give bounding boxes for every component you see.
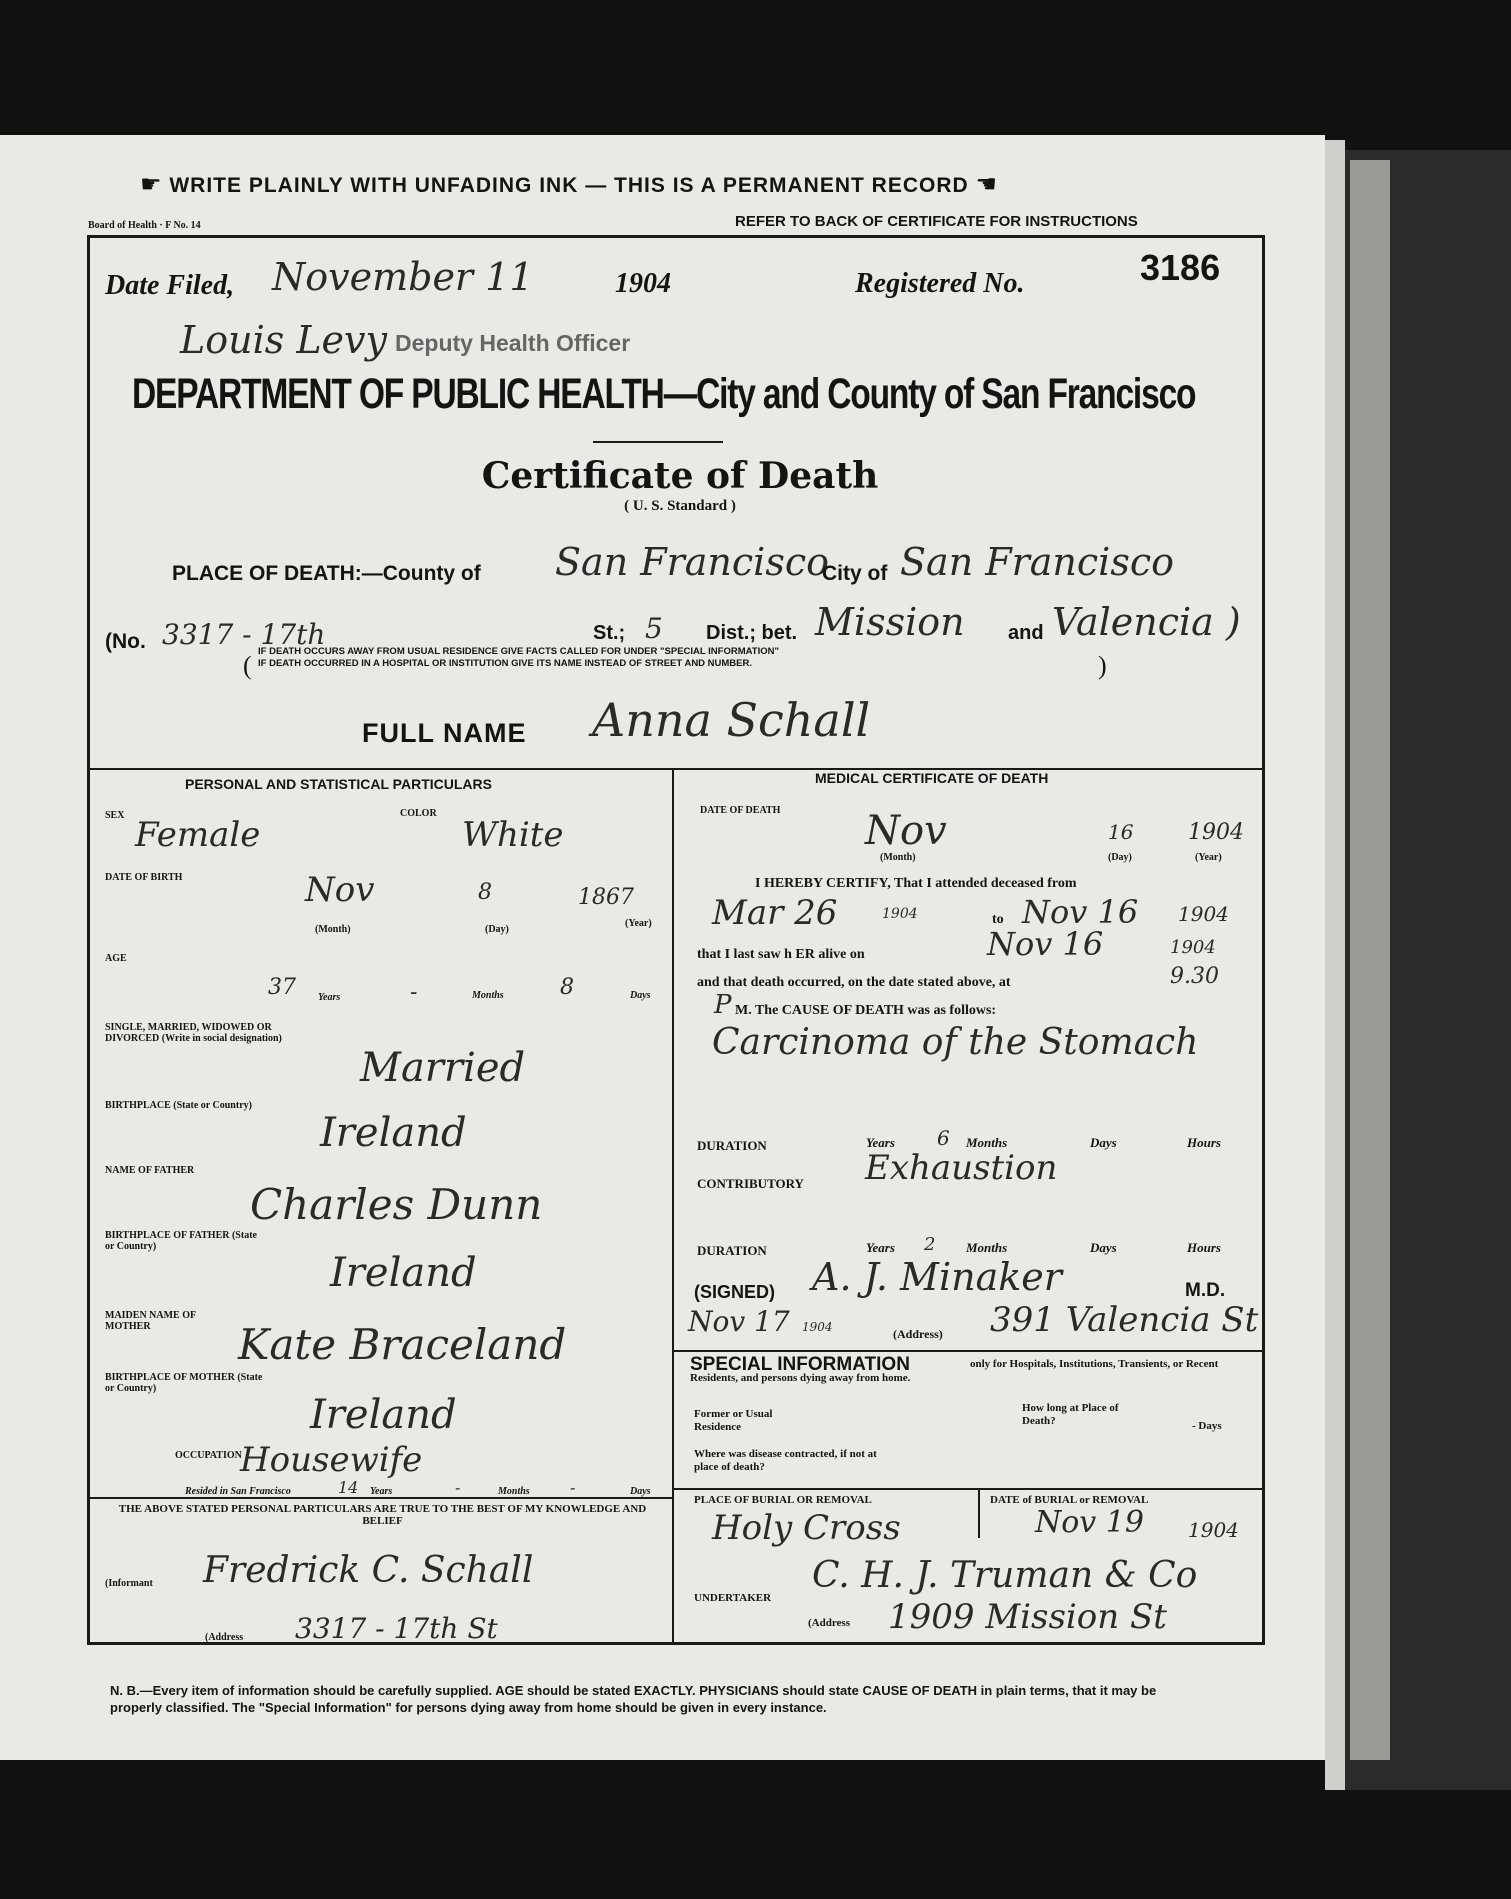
department-title: DEPARTMENT OF PUBLIC HEALTH—City and County of San Francisco (132, 370, 1196, 418)
age-months: - (410, 980, 418, 1005)
signed-label: (SIGNED) (694, 1282, 775, 1302)
informant-label: (Informant (105, 1578, 153, 1589)
former-residence-label: Former or Usual Residence (694, 1408, 773, 1433)
st-label: St.; (593, 622, 626, 644)
resided-days-caption: Days (630, 1486, 651, 1497)
refer-note: REFER TO BACK OF CERTIFICATE FOR INSTRUCTIONS (735, 213, 1138, 230)
duration-hours-caption: Hours (1187, 1135, 1221, 1150)
color-value: White (462, 815, 564, 855)
dist-label: Dist.; bet. (706, 622, 798, 644)
dob-month-caption: (Month) (315, 924, 351, 935)
title-rule (593, 441, 723, 443)
county-value: San Francisco (555, 540, 829, 584)
note-bracket-close: ) (1098, 651, 1107, 680)
dob-day-caption: (Day) (485, 924, 509, 935)
section-divider (90, 768, 1262, 770)
how-long-days-label: - Days (1192, 1420, 1222, 1432)
occupation-value: Housewife (240, 1440, 423, 1480)
mother-name-value: Kate Braceland (238, 1320, 567, 1369)
mother-birthplace-label: BIRTHPLACE OF MOTHER (State or Country) (105, 1372, 263, 1394)
place-of-death-label: PLACE OF DEATH:—County of (172, 562, 481, 585)
age-days: 8 (560, 975, 574, 1000)
mother-birthplace-value: Ireland (310, 1392, 457, 1438)
burial-date-label: DATE of BURIAL or REMOVAL (990, 1494, 1149, 1506)
last-saw-date: Nov 16 (987, 925, 1104, 963)
physician-address-label: (Address) (893, 1327, 943, 1341)
binder-strip (1350, 160, 1390, 1760)
contributory-value: Exhaustion (865, 1148, 1058, 1188)
burial-place-value: Holy Cross (712, 1508, 901, 1548)
personal-heading: PERSONAL AND STATISTICAL PARTICULARS (185, 776, 492, 792)
father-birthplace-label: BIRTHPLACE OF FATHER (State or Country) (105, 1230, 257, 1252)
informant-divider (90, 1497, 674, 1499)
date-of-death-label: DATE OF DEATH (700, 805, 781, 816)
duration2-label: DURATION (697, 1243, 767, 1258)
contributory-label: CONTRIBUTORY (697, 1176, 804, 1191)
officer-signature: Louis Levy (180, 318, 387, 362)
sex-value: Female (135, 815, 261, 855)
duration2-months-value: 2 (924, 1234, 936, 1255)
st-value: 5 (645, 612, 663, 645)
dob-year-caption: (Year) (625, 918, 652, 929)
physician-address-value: 391 Valencia St (990, 1300, 1259, 1340)
duration2-years-caption: Years (866, 1240, 895, 1255)
age-years: 37 (268, 975, 296, 1000)
duration-days-caption: Days (1090, 1135, 1117, 1150)
death-day: 16 (1108, 820, 1134, 844)
officer-title: Deputy Health Officer (395, 330, 631, 356)
dob-label: DATE OF BIRTH (105, 872, 183, 883)
certify-text: I HEREBY CERTIFY, That I attended deceased from (755, 876, 1077, 891)
age-months-caption: Months (472, 990, 504, 1001)
age-label: AGE (105, 953, 127, 964)
death-month: Nov (865, 808, 947, 854)
burial-column-divider (978, 1488, 980, 1538)
resided-days: - (570, 1478, 576, 1497)
birthplace-value: Ireland (320, 1110, 467, 1156)
hospital-note: IF DEATH OCCURRED IN A HOSPITAL OR INSTITUTION GIVE ITS NAME INSTEAD OF STREET AND NUMBER. (258, 658, 753, 669)
occupation-label: OCCUPATION (175, 1450, 242, 1461)
cause-label: M. The CAUSE OF DEATH was as follows: (735, 1003, 997, 1018)
informant-address-label: (Address (205, 1632, 244, 1643)
attended-from-date: Mar 26 (712, 893, 838, 933)
resided-months-caption: Months (498, 1486, 530, 1497)
birthplace-label: BIRTHPLACE (State or Country) (105, 1100, 252, 1111)
special-info-heading: SPECIAL INFORMATION (690, 1354, 910, 1375)
full-name-label: FULL NAME (362, 718, 527, 748)
city-label: City of (822, 562, 888, 585)
footer-note: N. B.—Every item of information should be carefully supplied. AGE should be stated EXACTLY. PHYSICIANS should state CAUSE OF DEATH in plain terms, that it may be properly classified. The "Special Information" for persons dying away from home should be given in every instance. (110, 1683, 1157, 1715)
death-year-caption: (Year) (1195, 852, 1222, 863)
date-filed-year: 1904 (615, 268, 671, 299)
resided-years-caption: Years (370, 1486, 393, 1497)
death-time: 9.30 (1170, 964, 1219, 989)
binder-edge (1325, 140, 1345, 1790)
attestation-text: THE ABOVE STATED PERSONAL PARTICULARS ARE TRUE TO THE BEST OF MY KNOWLEDGE AND BELIEF (118, 1503, 647, 1527)
date-filed-label: Date Filed, (105, 270, 235, 301)
street-number-value: 3317 - 17th (162, 618, 326, 651)
dob-year: 1867 (578, 885, 634, 910)
death-am-pm: P (714, 990, 732, 1020)
banner (140, 170, 1240, 199)
city-value: San Francisco (900, 540, 1174, 584)
md-label: M.D. (1185, 1280, 1226, 1301)
disease-contracted-label: Where was disease contracted, if not at place of death? (694, 1448, 877, 1473)
mother-name-label: MAIDEN NAME OF MOTHER (105, 1310, 196, 1332)
and-label: and (1008, 622, 1044, 644)
between-street-2: Valencia ) (1052, 600, 1241, 644)
death-day-caption: (Day) (1108, 852, 1132, 863)
dob-month: Nov (305, 870, 375, 910)
signed-year: 1904 (802, 1320, 833, 1334)
column-divider (672, 768, 674, 1644)
undertaker-address-value: 1909 Mission St (888, 1597, 1167, 1637)
note-bracket-open: ( (243, 651, 252, 680)
no-label: (No. (105, 630, 146, 653)
last-saw-text: that I last saw h ER alive on (697, 947, 865, 962)
sex-label: SEX (105, 810, 125, 821)
special-info-note: only for Hospitals, Institutions, Transients, or Recent Residents, and persons dying away from home. (690, 1358, 1219, 1384)
marital-label: SINGLE, MARRIED, WIDOWED OR DIVORCED (Write in social designation) (105, 1022, 282, 1044)
duration2-hours-caption: Hours (1187, 1240, 1221, 1255)
date-filed-value: November 11 (272, 255, 534, 299)
informant-value: Fredrick C. Schall (203, 1550, 534, 1591)
undertaker-label: UNDERTAKER (694, 1592, 772, 1604)
resided-months: - (455, 1478, 461, 1497)
death-year: 1904 (1188, 820, 1244, 845)
death-month-caption: (Month) (880, 852, 916, 863)
form-code: Board of Health · F No. 14 (88, 220, 201, 231)
last-saw-year: 1904 (1170, 937, 1216, 958)
burial-year-value: 1904 (1188, 1518, 1239, 1542)
undertaker-value: C. H. J. Truman & Co (812, 1555, 1198, 1596)
banner-text: WRITE PLAINLY WITH UNFADING INK — THIS IS A PERMANENT RECORD (169, 174, 969, 197)
resided-years: 14 (338, 1478, 359, 1497)
marital-value: Married (360, 1045, 526, 1091)
usual-residence-note: IF DEATH OCCURS AWAY FROM USUAL RESIDENCE GIVE FACTS CALLED FOR UNDER "SPECIAL INFORMATION" (258, 646, 779, 657)
duration2-days-caption: Days (1090, 1240, 1117, 1255)
resided-label: Resided in San Francisco (185, 1486, 291, 1497)
color-label: COLOR (400, 808, 437, 819)
physician-signature: A. J. Minaker (812, 1255, 1062, 1299)
signed-date: Nov 17 (688, 1305, 790, 1338)
father-birthplace-value: Ireland (330, 1250, 477, 1296)
undertaker-address-label: (Address (808, 1617, 850, 1629)
hand-pointer-icon: ☛ (140, 171, 163, 198)
hand-pointer-left-icon: ☚ (975, 171, 999, 198)
father-name-label: NAME OF FATHER (105, 1165, 195, 1176)
certificate-title: Certificate of Death (481, 455, 879, 497)
duration-months-caption: Months (966, 1135, 1008, 1150)
age-years-caption: Years (318, 992, 341, 1003)
to-label: to (992, 912, 1004, 927)
duration-months-value: 6 (937, 1126, 950, 1150)
full-name-value: Anna Schall (592, 693, 871, 747)
certificate-subtitle: ( U. S. Standard ) (624, 498, 736, 514)
age-days-caption: Days (630, 990, 651, 1001)
attended-to-date: Nov 16 (1022, 893, 1139, 931)
burial-divider (674, 1488, 1262, 1490)
duration2-months-caption: Months (966, 1240, 1008, 1255)
death-occurred-text: and that death occurred, on the date stated above, at (697, 975, 1011, 990)
father-name-value: Charles Dunn (250, 1180, 543, 1229)
burial-place-label: PLACE OF BURIAL OR REMOVAL (694, 1494, 872, 1506)
informant-address-value: 3317 - 17th St (295, 1612, 498, 1645)
duration-years-caption: Years (866, 1135, 895, 1150)
how-long-label: How long at Place of Death? (1022, 1402, 1119, 1427)
medical-heading: MEDICAL CERTIFICATE OF DEATH (815, 770, 1049, 786)
registered-label: Registered No. (855, 268, 1025, 299)
burial-date-value: Nov 19 (1035, 1505, 1144, 1540)
between-street-1: Mission (815, 600, 965, 644)
cause-of-death-value: Carcinoma of the Stomach (712, 1022, 1199, 1063)
attended-to-year: 1904 (1178, 902, 1229, 926)
dob-day: 8 (478, 880, 492, 905)
special-info-divider (674, 1350, 1262, 1352)
duration-label: DURATION (697, 1138, 767, 1153)
attended-from-year: 1904 (882, 906, 918, 922)
registered-number: 3186 (1140, 247, 1221, 288)
